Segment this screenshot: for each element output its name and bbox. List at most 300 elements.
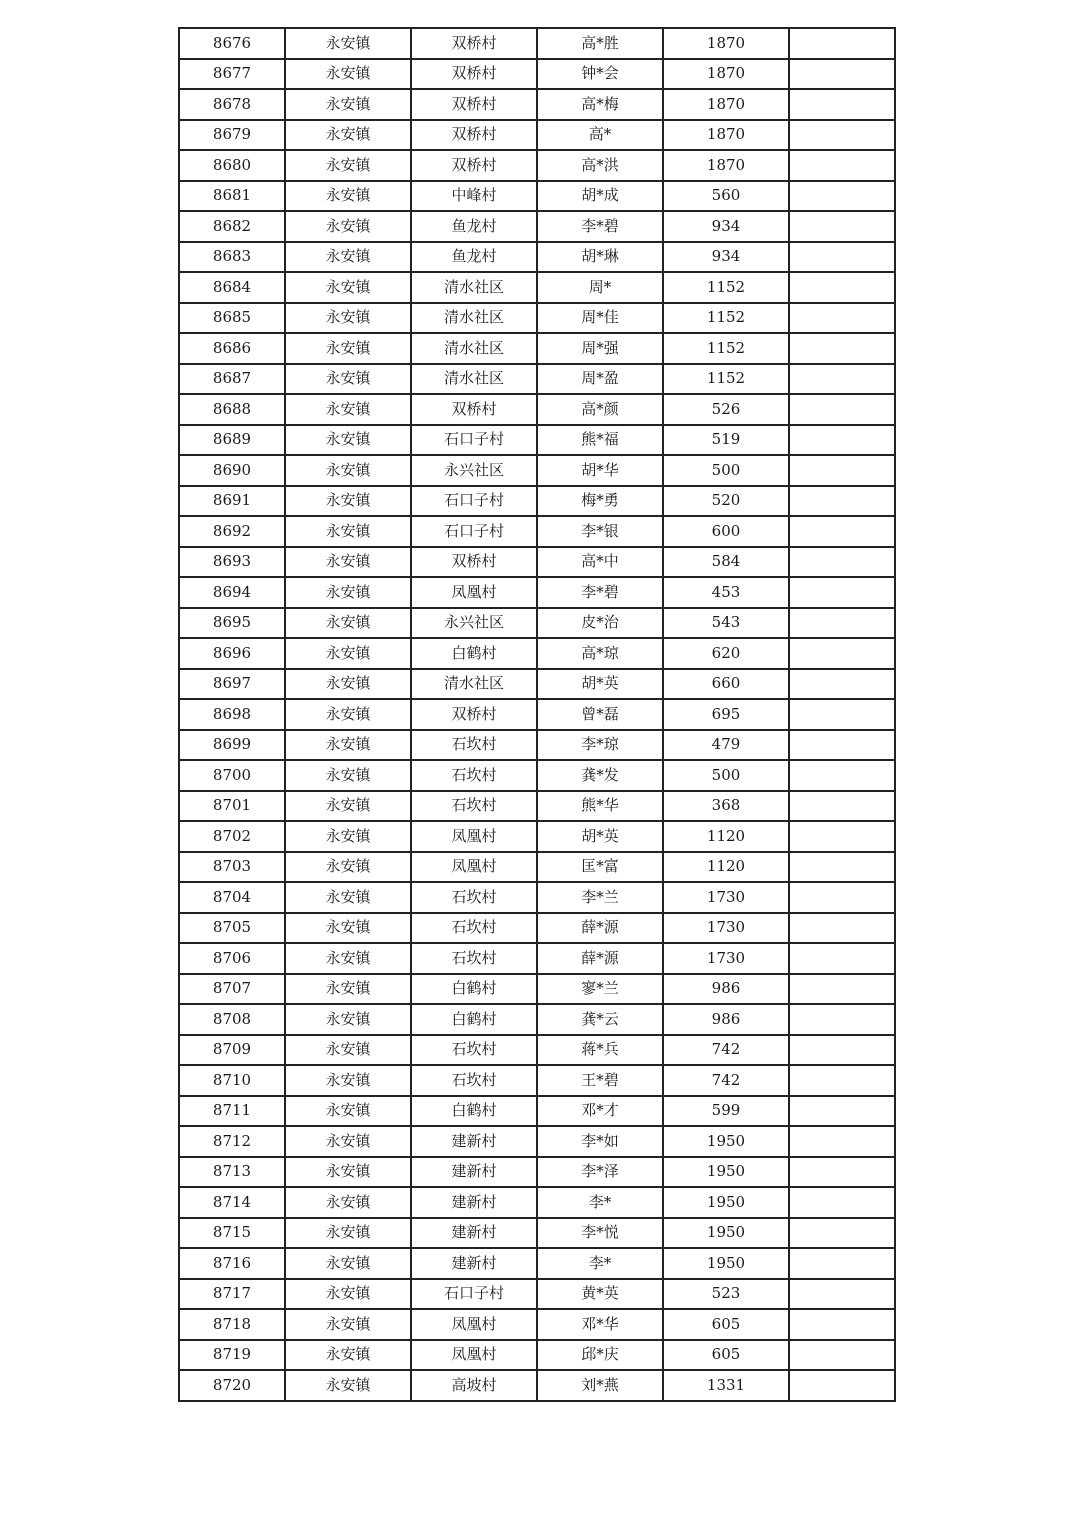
amount-cell: 584 xyxy=(663,547,789,578)
town-cell: 永安镇 xyxy=(285,394,411,425)
serial-number-cell: 8698 xyxy=(179,699,285,730)
serial-number-cell: 8706 xyxy=(179,943,285,974)
person-name-cell: 李*悦 xyxy=(537,1218,663,1249)
town-cell: 永安镇 xyxy=(285,486,411,517)
remark-cell xyxy=(789,547,895,578)
village-cell: 建新村 xyxy=(411,1126,537,1157)
serial-number-cell: 8717 xyxy=(179,1279,285,1310)
village-cell: 鱼龙村 xyxy=(411,242,537,273)
person-name-cell: 薛*源 xyxy=(537,913,663,944)
remark-cell xyxy=(789,1004,895,1035)
serial-number-cell: 8687 xyxy=(179,364,285,395)
person-name-cell: 高*中 xyxy=(537,547,663,578)
table-row xyxy=(179,943,895,974)
town-cell: 永安镇 xyxy=(285,669,411,700)
amount-cell: 479 xyxy=(663,730,789,761)
town-cell: 永安镇 xyxy=(285,120,411,151)
table-row xyxy=(179,28,895,59)
person-name-cell: 薛*源 xyxy=(537,943,663,974)
table-row xyxy=(179,364,895,395)
village-cell: 石坎村 xyxy=(411,913,537,944)
serial-number-cell: 8716 xyxy=(179,1248,285,1279)
person-name-cell: 高*洪 xyxy=(537,150,663,181)
remark-cell xyxy=(789,1157,895,1188)
village-cell: 清水社区 xyxy=(411,272,537,303)
amount-cell: 1870 xyxy=(663,59,789,90)
table-row xyxy=(179,913,895,944)
person-name-cell: 高* xyxy=(537,120,663,151)
remark-cell xyxy=(789,120,895,151)
serial-number-cell: 8711 xyxy=(179,1096,285,1127)
town-cell: 永安镇 xyxy=(285,791,411,822)
remark-cell xyxy=(789,1340,895,1371)
table-row xyxy=(179,486,895,517)
remark-cell xyxy=(789,242,895,273)
person-name-cell: 王*碧 xyxy=(537,1065,663,1096)
serial-number-cell: 8684 xyxy=(179,272,285,303)
village-cell: 永兴社区 xyxy=(411,608,537,639)
village-cell: 建新村 xyxy=(411,1157,537,1188)
person-name-cell: 李*碧 xyxy=(537,211,663,242)
remark-cell xyxy=(789,486,895,517)
village-cell: 石坎村 xyxy=(411,1035,537,1066)
amount-cell: 519 xyxy=(663,425,789,456)
town-cell: 永安镇 xyxy=(285,28,411,59)
amount-cell: 599 xyxy=(663,1096,789,1127)
amount-cell: 605 xyxy=(663,1309,789,1340)
person-name-cell: 高*梅 xyxy=(537,89,663,120)
person-name-cell: 熊*华 xyxy=(537,791,663,822)
serial-number-cell: 8690 xyxy=(179,455,285,486)
subsidy-table xyxy=(178,27,896,1402)
person-name-cell: 李*碧 xyxy=(537,577,663,608)
village-cell: 清水社区 xyxy=(411,303,537,334)
town-cell: 永安镇 xyxy=(285,577,411,608)
town-cell: 永安镇 xyxy=(285,699,411,730)
town-cell: 永安镇 xyxy=(285,821,411,852)
amount-cell: 1331 xyxy=(663,1370,789,1401)
serial-number-cell: 8696 xyxy=(179,638,285,669)
amount-cell: 742 xyxy=(663,1035,789,1066)
village-cell: 建新村 xyxy=(411,1187,537,1218)
village-cell: 石坎村 xyxy=(411,760,537,791)
person-name-cell: 龚*发 xyxy=(537,760,663,791)
town-cell: 永安镇 xyxy=(285,272,411,303)
village-cell: 高坡村 xyxy=(411,1370,537,1401)
amount-cell: 1950 xyxy=(663,1187,789,1218)
table-row xyxy=(179,455,895,486)
table-row xyxy=(179,1279,895,1310)
person-name-cell: 黄*英 xyxy=(537,1279,663,1310)
village-cell: 凤凰村 xyxy=(411,1309,537,1340)
remark-cell xyxy=(789,89,895,120)
table-row xyxy=(179,760,895,791)
remark-cell xyxy=(789,1187,895,1218)
table-row xyxy=(179,699,895,730)
table-row xyxy=(179,1218,895,1249)
table-row xyxy=(179,516,895,547)
village-cell: 凤凰村 xyxy=(411,852,537,883)
town-cell: 永安镇 xyxy=(285,1035,411,1066)
village-cell: 石口子村 xyxy=(411,1279,537,1310)
table-row xyxy=(179,1340,895,1371)
remark-cell xyxy=(789,150,895,181)
amount-cell: 660 xyxy=(663,669,789,700)
village-cell: 凤凰村 xyxy=(411,1340,537,1371)
town-cell: 永安镇 xyxy=(285,1370,411,1401)
village-cell: 石口子村 xyxy=(411,425,537,456)
person-name-cell: 高*胜 xyxy=(537,28,663,59)
person-name-cell: 邱*庆 xyxy=(537,1340,663,1371)
person-name-cell: 周*佳 xyxy=(537,303,663,334)
subsidy-list-page xyxy=(178,27,894,1402)
serial-number-cell: 8714 xyxy=(179,1187,285,1218)
serial-number-cell: 8683 xyxy=(179,242,285,273)
table-row xyxy=(179,120,895,151)
town-cell: 永安镇 xyxy=(285,1340,411,1371)
town-cell: 永安镇 xyxy=(285,59,411,90)
table-row xyxy=(179,89,895,120)
amount-cell: 1152 xyxy=(663,364,789,395)
town-cell: 永安镇 xyxy=(285,1218,411,1249)
table-row xyxy=(179,150,895,181)
town-cell: 永安镇 xyxy=(285,730,411,761)
person-name-cell: 皮*治 xyxy=(537,608,663,639)
village-cell: 双桥村 xyxy=(411,394,537,425)
remark-cell xyxy=(789,1279,895,1310)
town-cell: 永安镇 xyxy=(285,1187,411,1218)
table-row xyxy=(179,577,895,608)
village-cell: 凤凰村 xyxy=(411,577,537,608)
table-row xyxy=(179,181,895,212)
person-name-cell: 高*颜 xyxy=(537,394,663,425)
table-row xyxy=(179,333,895,364)
amount-cell: 520 xyxy=(663,486,789,517)
person-name-cell: 李*银 xyxy=(537,516,663,547)
village-cell: 清水社区 xyxy=(411,333,537,364)
person-name-cell: 李*如 xyxy=(537,1126,663,1157)
serial-number-cell: 8701 xyxy=(179,791,285,822)
village-cell: 双桥村 xyxy=(411,59,537,90)
table-row xyxy=(179,272,895,303)
remark-cell xyxy=(789,1248,895,1279)
remark-cell xyxy=(789,364,895,395)
village-cell: 白鹤村 xyxy=(411,638,537,669)
village-cell: 石坎村 xyxy=(411,943,537,974)
amount-cell: 1950 xyxy=(663,1126,789,1157)
remark-cell xyxy=(789,638,895,669)
person-name-cell: 龚*云 xyxy=(537,1004,663,1035)
remark-cell xyxy=(789,516,895,547)
amount-cell: 1870 xyxy=(663,120,789,151)
serial-number-cell: 8707 xyxy=(179,974,285,1005)
amount-cell: 526 xyxy=(663,394,789,425)
amount-cell: 986 xyxy=(663,1004,789,1035)
village-cell: 石坎村 xyxy=(411,882,537,913)
remark-cell xyxy=(789,974,895,1005)
serial-number-cell: 8677 xyxy=(179,59,285,90)
remark-cell xyxy=(789,425,895,456)
town-cell: 永安镇 xyxy=(285,150,411,181)
table-row xyxy=(179,1187,895,1218)
village-cell: 石坎村 xyxy=(411,730,537,761)
remark-cell xyxy=(789,28,895,59)
remark-cell xyxy=(789,1309,895,1340)
remark-cell xyxy=(789,943,895,974)
remark-cell xyxy=(789,760,895,791)
table-row xyxy=(179,303,895,334)
town-cell: 永安镇 xyxy=(285,1004,411,1035)
village-cell: 鱼龙村 xyxy=(411,211,537,242)
serial-number-cell: 8713 xyxy=(179,1157,285,1188)
amount-cell: 1120 xyxy=(663,852,789,883)
village-cell: 双桥村 xyxy=(411,120,537,151)
serial-number-cell: 8695 xyxy=(179,608,285,639)
serial-number-cell: 8710 xyxy=(179,1065,285,1096)
town-cell: 永安镇 xyxy=(285,89,411,120)
village-cell: 石坎村 xyxy=(411,1065,537,1096)
amount-cell: 1870 xyxy=(663,89,789,120)
village-cell: 白鹤村 xyxy=(411,974,537,1005)
serial-number-cell: 8699 xyxy=(179,730,285,761)
town-cell: 永安镇 xyxy=(285,943,411,974)
table-row xyxy=(179,1157,895,1188)
village-cell: 双桥村 xyxy=(411,89,537,120)
amount-cell: 742 xyxy=(663,1065,789,1096)
table-row xyxy=(179,669,895,700)
remark-cell xyxy=(789,1370,895,1401)
amount-cell: 1950 xyxy=(663,1157,789,1188)
village-cell: 石口子村 xyxy=(411,516,537,547)
town-cell: 永安镇 xyxy=(285,181,411,212)
village-cell: 双桥村 xyxy=(411,547,537,578)
remark-cell xyxy=(789,852,895,883)
serial-number-cell: 8718 xyxy=(179,1309,285,1340)
serial-number-cell: 8688 xyxy=(179,394,285,425)
town-cell: 永安镇 xyxy=(285,547,411,578)
table-body xyxy=(179,28,895,1401)
table-row xyxy=(179,608,895,639)
serial-number-cell: 8700 xyxy=(179,760,285,791)
remark-cell xyxy=(789,59,895,90)
serial-number-cell: 8676 xyxy=(179,28,285,59)
table-row xyxy=(179,1035,895,1066)
amount-cell: 934 xyxy=(663,211,789,242)
remark-cell xyxy=(789,1096,895,1127)
village-cell: 双桥村 xyxy=(411,28,537,59)
remark-cell xyxy=(789,394,895,425)
town-cell: 永安镇 xyxy=(285,364,411,395)
remark-cell xyxy=(789,791,895,822)
remark-cell xyxy=(789,333,895,364)
amount-cell: 934 xyxy=(663,242,789,273)
village-cell: 双桥村 xyxy=(411,150,537,181)
person-name-cell: 胡*英 xyxy=(537,821,663,852)
table-row xyxy=(179,791,895,822)
remark-cell xyxy=(789,181,895,212)
table-row xyxy=(179,730,895,761)
remark-cell xyxy=(789,913,895,944)
remark-cell xyxy=(789,821,895,852)
person-name-cell: 周* xyxy=(537,272,663,303)
town-cell: 永安镇 xyxy=(285,1309,411,1340)
amount-cell: 1950 xyxy=(663,1248,789,1279)
amount-cell: 500 xyxy=(663,455,789,486)
town-cell: 永安镇 xyxy=(285,1248,411,1279)
amount-cell: 523 xyxy=(663,1279,789,1310)
amount-cell: 1152 xyxy=(663,333,789,364)
amount-cell: 986 xyxy=(663,974,789,1005)
town-cell: 永安镇 xyxy=(285,516,411,547)
town-cell: 永安镇 xyxy=(285,1096,411,1127)
table-row xyxy=(179,1248,895,1279)
remark-cell xyxy=(789,669,895,700)
village-cell: 建新村 xyxy=(411,1248,537,1279)
amount-cell: 600 xyxy=(663,516,789,547)
serial-number-cell: 8685 xyxy=(179,303,285,334)
serial-number-cell: 8691 xyxy=(179,486,285,517)
table-row xyxy=(179,974,895,1005)
serial-number-cell: 8705 xyxy=(179,913,285,944)
table-row xyxy=(179,1065,895,1096)
remark-cell xyxy=(789,730,895,761)
amount-cell: 1950 xyxy=(663,1218,789,1249)
person-name-cell: 周*强 xyxy=(537,333,663,364)
serial-number-cell: 8679 xyxy=(179,120,285,151)
village-cell: 白鹤村 xyxy=(411,1004,537,1035)
serial-number-cell: 8680 xyxy=(179,150,285,181)
serial-number-cell: 8686 xyxy=(179,333,285,364)
village-cell: 双桥村 xyxy=(411,699,537,730)
table-row xyxy=(179,1370,895,1401)
person-name-cell: 高*琼 xyxy=(537,638,663,669)
town-cell: 永安镇 xyxy=(285,211,411,242)
person-name-cell: 寥*兰 xyxy=(537,974,663,1005)
village-cell: 白鹤村 xyxy=(411,1096,537,1127)
remark-cell xyxy=(789,455,895,486)
town-cell: 永安镇 xyxy=(285,1279,411,1310)
town-cell: 永安镇 xyxy=(285,608,411,639)
serial-number-cell: 8694 xyxy=(179,577,285,608)
remark-cell xyxy=(789,1035,895,1066)
table-row xyxy=(179,638,895,669)
amount-cell: 1870 xyxy=(663,28,789,59)
remark-cell xyxy=(789,272,895,303)
remark-cell xyxy=(789,1065,895,1096)
town-cell: 永安镇 xyxy=(285,974,411,1005)
remark-cell xyxy=(789,699,895,730)
amount-cell: 1870 xyxy=(663,150,789,181)
person-name-cell: 李*兰 xyxy=(537,882,663,913)
town-cell: 永安镇 xyxy=(285,455,411,486)
person-name-cell: 胡*华 xyxy=(537,455,663,486)
person-name-cell: 钟*会 xyxy=(537,59,663,90)
serial-number-cell: 8715 xyxy=(179,1218,285,1249)
remark-cell xyxy=(789,1218,895,1249)
table-row xyxy=(179,242,895,273)
serial-number-cell: 8689 xyxy=(179,425,285,456)
person-name-cell: 蒋*兵 xyxy=(537,1035,663,1066)
town-cell: 永安镇 xyxy=(285,303,411,334)
person-name-cell: 邓*华 xyxy=(537,1309,663,1340)
amount-cell: 500 xyxy=(663,760,789,791)
table-row xyxy=(179,1096,895,1127)
town-cell: 永安镇 xyxy=(285,1126,411,1157)
serial-number-cell: 8697 xyxy=(179,669,285,700)
village-cell: 石口子村 xyxy=(411,486,537,517)
village-cell: 清水社区 xyxy=(411,364,537,395)
serial-number-cell: 8708 xyxy=(179,1004,285,1035)
amount-cell: 1730 xyxy=(663,943,789,974)
remark-cell xyxy=(789,882,895,913)
amount-cell: 1730 xyxy=(663,882,789,913)
person-name-cell: 周*盈 xyxy=(537,364,663,395)
serial-number-cell: 8712 xyxy=(179,1126,285,1157)
serial-number-cell: 8720 xyxy=(179,1370,285,1401)
serial-number-cell: 8703 xyxy=(179,852,285,883)
serial-number-cell: 8709 xyxy=(179,1035,285,1066)
town-cell: 永安镇 xyxy=(285,242,411,273)
table-row xyxy=(179,59,895,90)
amount-cell: 543 xyxy=(663,608,789,639)
person-name-cell: 胡*琳 xyxy=(537,242,663,273)
amount-cell: 1152 xyxy=(663,272,789,303)
person-name-cell: 熊*福 xyxy=(537,425,663,456)
serial-number-cell: 8704 xyxy=(179,882,285,913)
person-name-cell: 李*泽 xyxy=(537,1157,663,1188)
amount-cell: 453 xyxy=(663,577,789,608)
amount-cell: 605 xyxy=(663,1340,789,1371)
person-name-cell: 李*琼 xyxy=(537,730,663,761)
table-row xyxy=(179,852,895,883)
town-cell: 永安镇 xyxy=(285,1065,411,1096)
person-name-cell: 匡*富 xyxy=(537,852,663,883)
person-name-cell: 刘*燕 xyxy=(537,1370,663,1401)
table-row xyxy=(179,821,895,852)
person-name-cell: 李* xyxy=(537,1187,663,1218)
town-cell: 永安镇 xyxy=(285,760,411,791)
town-cell: 永安镇 xyxy=(285,913,411,944)
table-row xyxy=(179,1126,895,1157)
town-cell: 永安镇 xyxy=(285,852,411,883)
town-cell: 永安镇 xyxy=(285,333,411,364)
village-cell: 凤凰村 xyxy=(411,821,537,852)
person-name-cell: 胡*成 xyxy=(537,181,663,212)
town-cell: 永安镇 xyxy=(285,425,411,456)
person-name-cell: 梅*勇 xyxy=(537,486,663,517)
table-row xyxy=(179,394,895,425)
town-cell: 永安镇 xyxy=(285,882,411,913)
amount-cell: 1152 xyxy=(663,303,789,334)
table-row xyxy=(179,425,895,456)
table-row xyxy=(179,1004,895,1035)
person-name-cell: 李* xyxy=(537,1248,663,1279)
table-row xyxy=(179,882,895,913)
village-cell: 中峰村 xyxy=(411,181,537,212)
village-cell: 建新村 xyxy=(411,1218,537,1249)
person-name-cell: 邓*才 xyxy=(537,1096,663,1127)
town-cell: 永安镇 xyxy=(285,1157,411,1188)
serial-number-cell: 8678 xyxy=(179,89,285,120)
serial-number-cell: 8681 xyxy=(179,181,285,212)
remark-cell xyxy=(789,1126,895,1157)
village-cell: 石坎村 xyxy=(411,791,537,822)
person-name-cell: 胡*英 xyxy=(537,669,663,700)
serial-number-cell: 8692 xyxy=(179,516,285,547)
table-row xyxy=(179,1309,895,1340)
serial-number-cell: 8702 xyxy=(179,821,285,852)
village-cell: 清水社区 xyxy=(411,669,537,700)
